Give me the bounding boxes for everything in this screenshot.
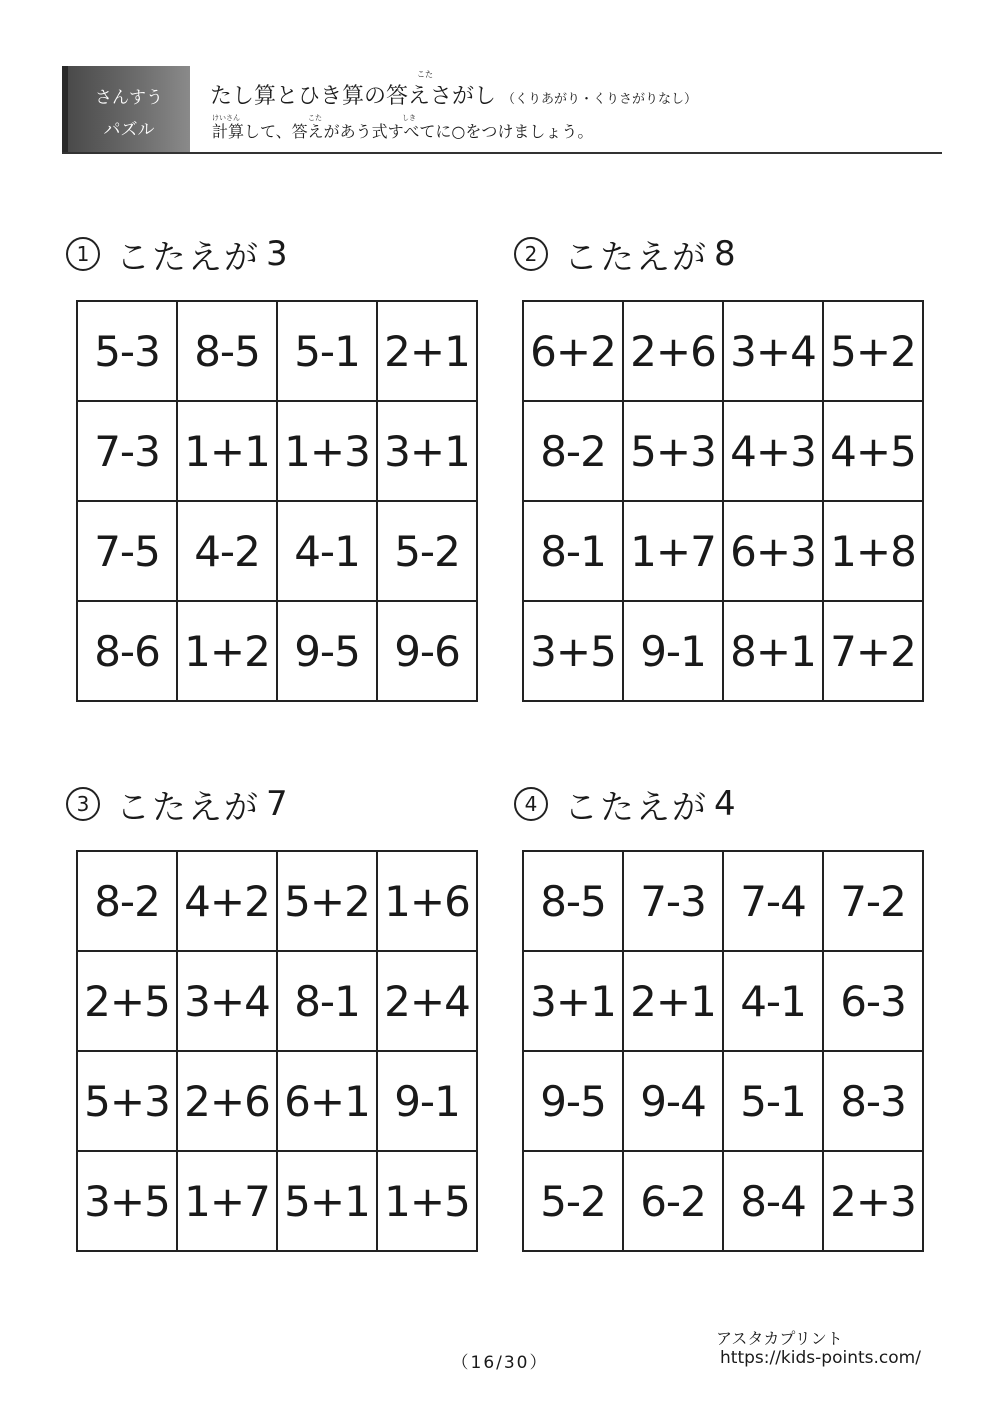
- grid-cell[interactable]: 6-2: [624, 1152, 724, 1252]
- grid-cell[interactable]: 3+4: [178, 952, 278, 1052]
- category-badge: [62, 66, 190, 152]
- grid-cell[interactable]: 5-2: [524, 1152, 624, 1252]
- grid-cell[interactable]: 3+1: [524, 952, 624, 1052]
- puzzle-label: こたえが: [564, 237, 708, 278]
- grid-cell[interactable]: 9-1: [624, 602, 724, 702]
- grid-cell[interactable]: 8-5: [524, 852, 624, 952]
- grid-cell[interactable]: 3+5: [78, 1152, 178, 1252]
- grid-cell[interactable]: 1+8: [824, 502, 924, 602]
- puzzle-number-circle: 4: [514, 787, 548, 821]
- grid-cell[interactable]: 8-3: [824, 1052, 924, 1152]
- grid-cell[interactable]: 1+1: [178, 402, 278, 502]
- grid-cell[interactable]: 4-2: [178, 502, 278, 602]
- ruby-keisan: けいさん: [212, 114, 240, 122]
- puzzle-number-circle: 3: [66, 787, 100, 821]
- grid-cell[interactable]: 5-3: [78, 302, 178, 402]
- grid-cell[interactable]: 4-1: [278, 502, 378, 602]
- grid-cell[interactable]: 3+5: [524, 602, 624, 702]
- grid-cell[interactable]: 5-1: [278, 302, 378, 402]
- grid-cell[interactable]: 5-1: [724, 1052, 824, 1152]
- page-number: （16/30）: [451, 1353, 549, 1373]
- puzzle-1-heading: [66, 232, 288, 276]
- puzzle-3-grid: [76, 850, 478, 1252]
- puzzle-answer: 8: [714, 234, 736, 274]
- grid-cell[interactable]: 6+2: [524, 302, 624, 402]
- instruction-text: 計算して、答えがあう式すべてに○をつけましょう。: [212, 122, 594, 141]
- grid-cell[interactable]: 8-2: [78, 852, 178, 952]
- grid-cell[interactable]: 8-6: [78, 602, 178, 702]
- grid-cell[interactable]: 8-1: [278, 952, 378, 1052]
- publisher-url[interactable]: https://kids-points.com/: [720, 1348, 921, 1368]
- puzzle-2-heading: [514, 232, 736, 276]
- grid-cell[interactable]: 5-2: [378, 502, 478, 602]
- grid-cell[interactable]: 3+1: [378, 402, 478, 502]
- grid-cell[interactable]: 9-5: [524, 1052, 624, 1152]
- grid-cell[interactable]: 8-5: [178, 302, 278, 402]
- puzzle-3-heading: [66, 782, 288, 826]
- grid-cell[interactable]: 7-4: [724, 852, 824, 952]
- grid-cell[interactable]: 2+4: [378, 952, 478, 1052]
- badge-line-1: さんすう: [95, 88, 163, 108]
- grid-cell[interactable]: 7+2: [824, 602, 924, 702]
- grid-cell[interactable]: 8-1: [524, 502, 624, 602]
- grid-cell[interactable]: 5+3: [624, 402, 724, 502]
- grid-cell[interactable]: 1+7: [178, 1152, 278, 1252]
- worksheet-title: [210, 84, 697, 113]
- grid-cell[interactable]: 2+1: [624, 952, 724, 1052]
- grid-cell[interactable]: 4+2: [178, 852, 278, 952]
- grid-cell[interactable]: 5+3: [78, 1052, 178, 1152]
- grid-cell[interactable]: 9-6: [378, 602, 478, 702]
- grid-cell[interactable]: 6+1: [278, 1052, 378, 1152]
- puzzle-answer: 7: [266, 784, 288, 824]
- grid-cell[interactable]: 7-5: [78, 502, 178, 602]
- grid-cell[interactable]: 7-3: [78, 402, 178, 502]
- puzzle-number-circle: 2: [514, 237, 548, 271]
- grid-cell[interactable]: 9-4: [624, 1052, 724, 1152]
- puzzle-4-heading: [514, 782, 736, 826]
- puzzle-answer: 4: [714, 784, 736, 824]
- grid-cell[interactable]: 2+6: [624, 302, 724, 402]
- grid-cell[interactable]: 1+5: [378, 1152, 478, 1252]
- grid-cell[interactable]: 6+3: [724, 502, 824, 602]
- grid-cell[interactable]: 8-2: [524, 402, 624, 502]
- grid-cell[interactable]: 4+3: [724, 402, 824, 502]
- worksheet-header: [62, 66, 942, 154]
- grid-cell[interactable]: 1+3: [278, 402, 378, 502]
- grid-cell[interactable]: 6-3: [824, 952, 924, 1052]
- grid-cell[interactable]: 9-1: [378, 1052, 478, 1152]
- grid-cell[interactable]: 2+1: [378, 302, 478, 402]
- puzzle-label: こたえが: [116, 237, 260, 278]
- grid-cell[interactable]: 4-1: [724, 952, 824, 1052]
- grid-cell[interactable]: 5+1: [278, 1152, 378, 1252]
- ruby-shiki: しき: [402, 114, 416, 122]
- grid-cell[interactable]: 5+2: [278, 852, 378, 952]
- puzzle-number-circle: 1: [66, 237, 100, 271]
- puzzle-1-grid: [76, 300, 478, 702]
- title-ruby: こた: [417, 70, 433, 79]
- grid-cell[interactable]: 5+2: [824, 302, 924, 402]
- grid-cell[interactable]: 4+5: [824, 402, 924, 502]
- puzzle-2-grid: [522, 300, 924, 702]
- title-subtitle: （くりあがり・くりさがりなし）: [502, 92, 698, 107]
- puzzle-answer: 3: [266, 234, 288, 274]
- grid-cell[interactable]: 2+5: [78, 952, 178, 1052]
- grid-cell[interactable]: 9-5: [278, 602, 378, 702]
- puzzle-label: こたえが: [116, 787, 260, 828]
- grid-cell[interactable]: 2+6: [178, 1052, 278, 1152]
- ruby-kotae: こた: [308, 114, 322, 122]
- grid-cell[interactable]: 1+2: [178, 602, 278, 702]
- title-main: たし算とひき算の答えさがし: [210, 84, 497, 109]
- grid-cell[interactable]: 8-4: [724, 1152, 824, 1252]
- grid-cell[interactable]: 2+3: [824, 1152, 924, 1252]
- grid-cell[interactable]: 1+6: [378, 852, 478, 952]
- puzzle-label: こたえが: [564, 787, 708, 828]
- grid-cell[interactable]: 3+4: [724, 302, 824, 402]
- badge-line-2: パズル: [103, 120, 155, 140]
- puzzle-4-grid: [522, 850, 924, 1252]
- grid-cell[interactable]: 8+1: [724, 602, 824, 702]
- publisher-name: アスタカプリント: [716, 1329, 843, 1348]
- grid-cell[interactable]: 7-2: [824, 852, 924, 952]
- grid-cell[interactable]: 7-3: [624, 852, 724, 952]
- grid-cell[interactable]: 1+7: [624, 502, 724, 602]
